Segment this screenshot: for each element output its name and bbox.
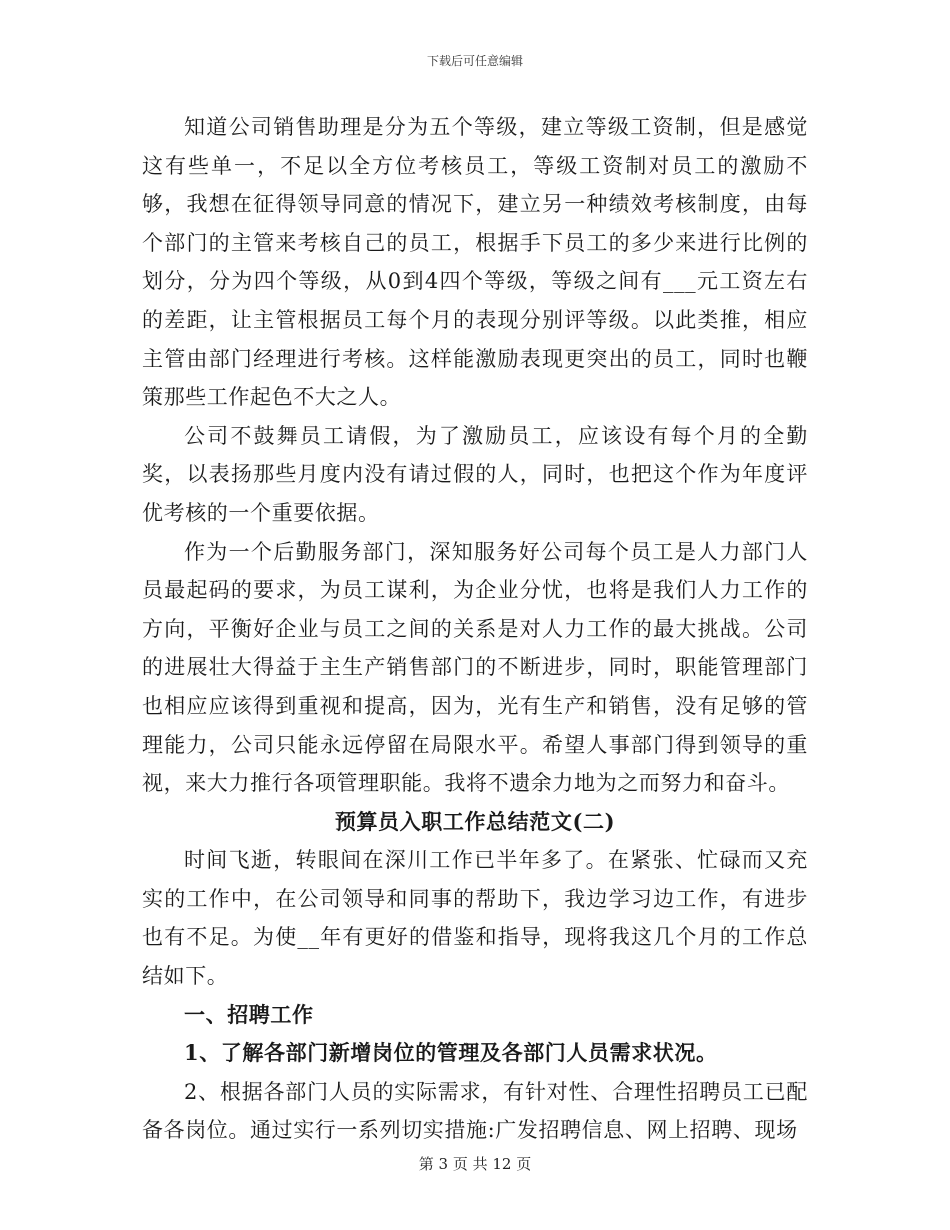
section-title: 预算员入职工作总结范文(二) (334, 808, 616, 834)
paragraph-3: 作为一个后勤服务部门，深知服务好公司每个员工是人力部门人员最起码的要求，为员工谋利，为企业分忧，也将是我们人力工作的方向，平衡好企业与员工之间的关系是对人力工作的最大挑战。公司的进展壮大得益于主生产销售部门的不断进步，同时，职能管理部门也相应应该得到重视和提高，因为，光有生产和销售，没有足够的管理能力，公司只能永远停留在局限水平。希望人事部门得到领导的重视，来大力推行各项管理职能。我将不遗余力地为之而努力和奋斗。 (142, 539, 808, 796)
document-body (142, 108, 808, 1150)
paragraph-5: 2、根据各部门人员的实际需求，有针对性、合理性招聘员工已配备各岗位。通过实行一系列切实措施:广发招聘信息、网上招聘、现场 (142, 1079, 808, 1143)
header-note: 下载后可任意编辑 (426, 54, 523, 68)
paragraph-4: 时间飞逝，转眼间在深川工作已半年多了。在紧张、忙碌而又充实的工作中，在公司领导和同事的帮助下，我边学习边工作，有进步也有不足。为使__年有更好的借鉴和指导，现将我这几个月的工作总结如下。 (142, 848, 808, 989)
heading-recruitment: 一、招聘工作 (184, 1001, 314, 1027)
page-footer: 第 3 页 共 12 页 (418, 1155, 532, 1173)
subheading-1: 1、了解各部门新增岗位的管理及各部门人员需求状况。 (184, 1040, 718, 1066)
paragraph-2: 公司不鼓舞员工请假，为了激励员工，应该设有每个月的全勤奖，以表扬那些月度内没有请过假的人，同时，也把这个作为年度评优考核的一个重要依据。 (142, 423, 808, 525)
paragraph-1: 知道公司销售助理是分为五个等级，建立等级工资制，但是感觉这有些单一，不足以全方位考核员工，等级工资制对员工的激励不够，我想在征得领导同意的情况下，建立另一种绩效考核制度，由每个部门的主管来考核自己的员工，根据手下员工的多少来进行比例的划分，分为四个等级，从0到4四个等级，等级之间有___元工资左右的差距，让主管根据员工每个月的表现分别评等级。以此类推，相应主管由部门经理进行考核。这样能激励表现更突出的员工，同时也鞭策那些工作起色不大之人。 (142, 115, 808, 410)
